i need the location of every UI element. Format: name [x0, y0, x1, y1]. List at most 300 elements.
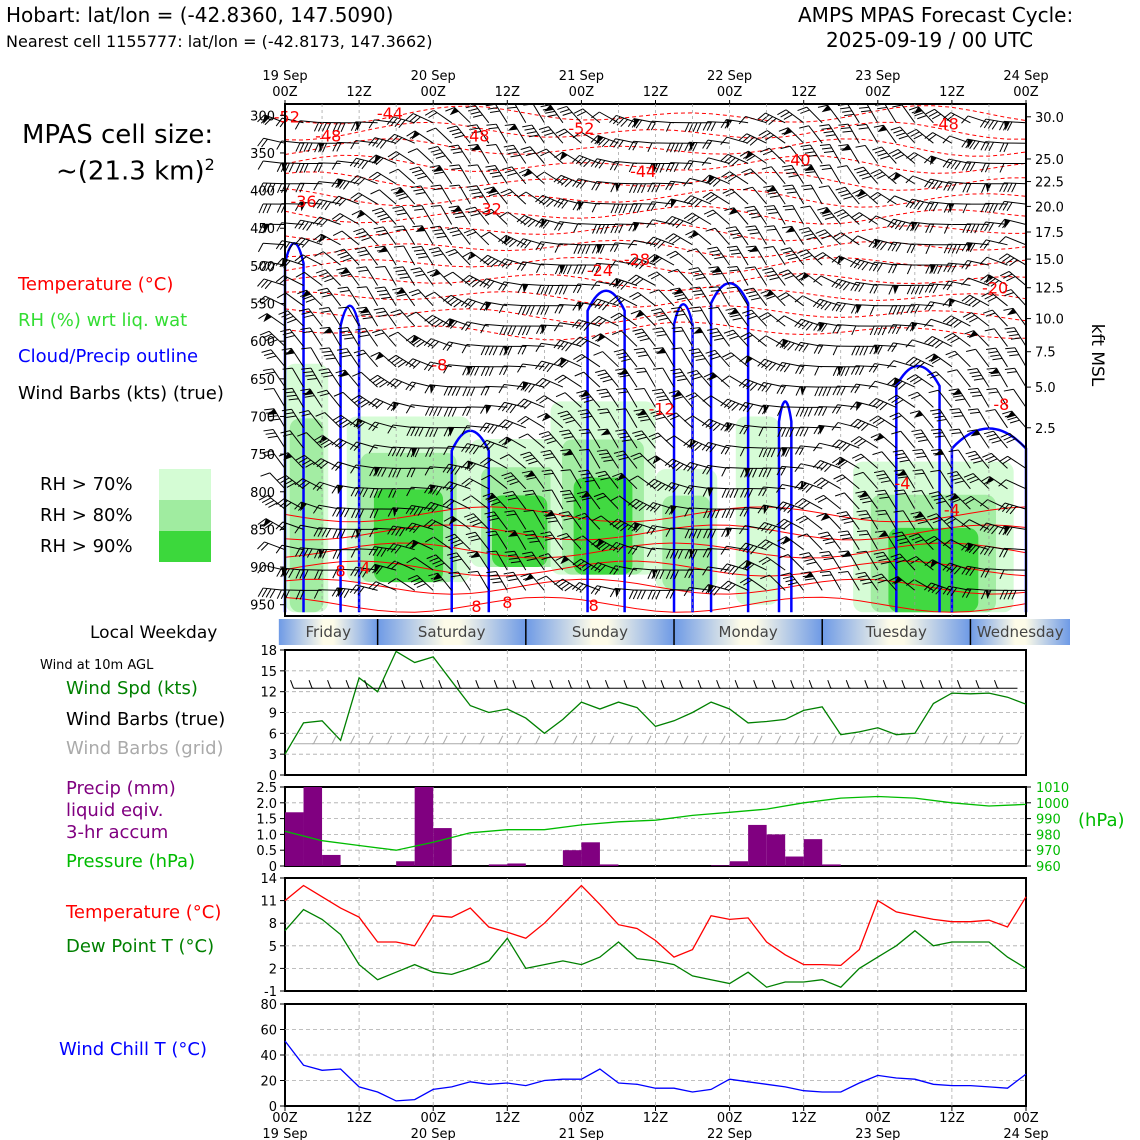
wind-barb-feather	[901, 306, 905, 315]
wind-barb	[387, 133, 414, 152]
wind-panel-tick-label: 15	[260, 664, 277, 680]
grid-wind-barb-feather	[332, 736, 336, 744]
rh-legend-90-label: RH > 90%	[40, 536, 133, 557]
wind-barb	[924, 155, 952, 172]
wind-barb-feather	[556, 126, 565, 135]
pressure-tick-label: 350	[250, 146, 275, 162]
wind-barb-pennant	[577, 302, 584, 312]
wind-barb-shaft	[737, 246, 748, 265]
wind-barb	[412, 243, 433, 270]
wind-barb-feather	[481, 346, 485, 355]
nearest-cell-text: Nearest cell 1155777: lat/lon = (-42.8173, 147.3662)	[6, 32, 433, 51]
wind-barb-feather	[575, 369, 584, 378]
wind-barb-feather	[933, 202, 938, 211]
wind-barb	[257, 278, 285, 294]
wind-barb	[721, 170, 748, 192]
wind-barb-shaft	[681, 348, 692, 367]
wind-barb-feather	[648, 590, 652, 599]
wind-barb-shaft	[1006, 237, 1026, 245]
wind-barb-feather	[481, 324, 486, 333]
wind-barb	[721, 136, 748, 152]
wind-barb-feather	[759, 128, 767, 138]
wind-barb-shaft	[403, 226, 414, 245]
wind-barb	[535, 194, 562, 213]
wind-barb-shaft	[793, 185, 804, 204]
wind-barb-feather	[536, 394, 544, 404]
wind-barb	[257, 541, 285, 559]
wind-barb	[375, 284, 396, 311]
wind-barb-shaft	[416, 312, 433, 326]
rh-legend-70-label: RH > 70%	[40, 474, 133, 495]
grid-wind-barb-feather	[499, 736, 503, 744]
wind-barb-shaft	[320, 217, 341, 225]
wind-barb-feather	[919, 285, 923, 294]
wind-barb-feather	[258, 588, 263, 597]
temperature-label: -52	[273, 107, 300, 127]
wind-barb-feather	[619, 204, 623, 213]
wind-barb	[352, 208, 378, 232]
wind-barb-feather	[925, 335, 933, 345]
wind-barb-feather	[545, 306, 549, 315]
wind-barb-feather	[480, 405, 485, 414]
wind-barb-pennant	[800, 387, 806, 396]
wind-barb	[279, 308, 304, 333]
wind-barb	[851, 434, 878, 455]
wind-barb-feather	[870, 414, 878, 424]
wind-barb	[851, 282, 878, 295]
wind-barb-feather	[851, 434, 859, 444]
wind-barb	[391, 307, 415, 332]
wind-barb-feather	[555, 373, 563, 383]
temperature-label: -40	[784, 150, 811, 170]
rh-shading	[736, 416, 779, 604]
wind-barb	[350, 584, 377, 599]
wind-barb	[906, 151, 933, 172]
wind-barb	[391, 184, 415, 210]
wind-barb-shaft	[662, 328, 674, 347]
time-tick-top-hour: 00Z	[420, 85, 446, 100]
wind-barb-feather	[985, 326, 995, 335]
surface-wind-barb-feather	[309, 680, 312, 688]
wind-barb-feather	[471, 387, 475, 396]
time-tick-top-hour: 00Z	[716, 85, 743, 100]
wind-barb	[1000, 183, 1026, 193]
wind-barb-shaft	[731, 353, 748, 367]
wind-barb-feather	[612, 328, 621, 337]
temperature-label: -36	[290, 191, 317, 211]
wind-barb-feather	[907, 372, 915, 382]
wind-barb	[799, 224, 822, 250]
surface-wind-barb-feather	[680, 680, 683, 688]
wind-barb-feather	[721, 374, 729, 384]
wind-barb	[449, 203, 471, 230]
wind-barb	[944, 331, 970, 354]
pressure-tick-label: 800	[250, 485, 275, 501]
wind-barb-feather	[723, 187, 732, 196]
wind-barb	[721, 119, 748, 132]
wind-barb-feather	[554, 322, 559, 332]
wind-barb	[468, 161, 489, 188]
wind-barb-shaft	[506, 235, 526, 244]
wind-barb-shaft	[748, 151, 766, 163]
wind-barb-shaft	[976, 349, 989, 367]
wind-barb-feather	[656, 590, 660, 599]
wind-barb	[907, 222, 934, 234]
wind-barb	[262, 347, 285, 373]
wind-barb-pennant	[614, 588, 621, 598]
wind-barb-shaft	[878, 192, 897, 204]
wind-barb	[355, 244, 378, 270]
wind-barb-pennant	[484, 405, 491, 415]
wind-barb	[814, 425, 841, 437]
wind-barb	[428, 143, 451, 169]
wind-barb	[461, 297, 489, 314]
wind-barb	[869, 262, 896, 274]
wind-barb-feather	[536, 264, 540, 273]
wind-barb-shaft	[402, 206, 415, 224]
wind-barb-feather	[582, 265, 586, 274]
wind-barb-shaft	[790, 248, 804, 265]
wind-barb	[369, 397, 396, 416]
wind-barb-feather	[650, 287, 659, 296]
wind-barb	[1001, 431, 1026, 455]
wind-barb-shaft	[694, 231, 711, 245]
wind-barb-shaft	[974, 331, 989, 347]
wind-barb-feather	[893, 264, 897, 273]
wind-barb-shaft	[301, 238, 322, 245]
wind-barb	[820, 161, 841, 188]
wind-barb-shaft	[899, 413, 915, 428]
wind-barb-shaft	[400, 310, 415, 326]
time-tick-top-hour: 00Z	[865, 85, 891, 100]
wind-barb-shaft	[413, 114, 433, 123]
wind-barb	[666, 163, 692, 173]
wind-barb-feather	[777, 290, 786, 300]
wind-barb	[739, 132, 766, 151]
wind-barb	[295, 219, 322, 233]
wind-barb-feather	[647, 201, 652, 210]
wind-barb-feather	[289, 163, 293, 172]
wind-barb-pennant	[985, 184, 991, 193]
wind-barb	[646, 236, 674, 254]
wind-barb-feather	[722, 489, 726, 498]
wind-barb-feather	[833, 367, 837, 376]
wind-barb	[777, 385, 804, 396]
wind-barb	[480, 254, 507, 274]
wind-barb-feather	[667, 249, 676, 259]
wind-barb	[907, 285, 933, 294]
wind-barb-feather	[660, 164, 664, 173]
wind-barb	[332, 212, 359, 233]
wind-barb-feather	[537, 306, 541, 315]
time-tick-top-hour: 00Z	[568, 85, 595, 100]
wind-barb-feather	[943, 314, 951, 324]
wind-barb-shaft	[1011, 290, 1026, 306]
wind-barb	[259, 311, 285, 333]
wind-barb	[535, 218, 562, 233]
wind-barb-feather	[706, 225, 715, 234]
wind-barb-feather	[944, 204, 948, 213]
wind-barb	[950, 405, 971, 432]
wind-barb-feather	[371, 187, 380, 196]
wind-barb	[869, 380, 896, 396]
time-tick-top-hour: 12Z	[346, 85, 372, 100]
wind-barb-feather	[573, 335, 580, 345]
wind-barb-feather	[860, 346, 864, 355]
wind-barb-feather	[889, 147, 898, 156]
wind-barb-shaft	[978, 409, 989, 428]
wind-barb	[665, 215, 692, 233]
wind-barb-feather	[629, 590, 633, 599]
wind-barb	[480, 422, 507, 436]
grid-wind-barb	[294, 736, 318, 744]
wind-barb-feather	[611, 311, 620, 321]
wind-barb-shaft	[1014, 389, 1026, 407]
wind-barb	[258, 588, 285, 600]
wind-barb	[931, 426, 952, 453]
temperature-label: -48	[315, 126, 342, 146]
wind-barb-feather	[722, 467, 726, 476]
wind-barb	[703, 140, 730, 153]
wind-barb	[781, 245, 804, 271]
time-tick-top-date: 19 Sep	[262, 69, 308, 84]
wind-barb-shaft	[459, 185, 470, 204]
wind-barb-feather	[448, 407, 452, 416]
wind-barb-pennant	[818, 425, 825, 435]
wind-barb	[801, 182, 822, 209]
wind-barb-feather	[981, 141, 986, 150]
wind-barb	[481, 386, 507, 396]
surface-wind-barb-feather	[643, 680, 646, 688]
wind-barb-shaft	[459, 165, 470, 184]
wind-barb	[387, 377, 414, 395]
wind-barb	[592, 244, 618, 253]
time-tick-top-hour: 12Z	[790, 85, 817, 100]
wind-barb-feather	[856, 142, 866, 150]
wind-barb	[591, 110, 618, 131]
wind-barb-feather	[804, 407, 808, 416]
wind-barb-feather	[782, 428, 786, 437]
wind-barb-feather	[804, 427, 808, 436]
wind-barb	[684, 211, 711, 232]
wind-barb-feather	[818, 407, 822, 416]
wind-barb-feather	[266, 588, 271, 597]
wind-barb	[702, 418, 729, 436]
time-tick-top-hour: 12Z	[494, 85, 521, 100]
wind-barb-feather	[261, 470, 270, 479]
wind-barb-feather	[666, 143, 670, 152]
wind-barb-feather	[333, 529, 337, 538]
wind-barb	[776, 501, 804, 518]
wind-barb-feather	[638, 184, 642, 193]
surface-wind-barb-feather	[568, 680, 571, 688]
wind-barb-feather	[685, 123, 689, 132]
wind-barb	[746, 243, 767, 270]
wind-barb-shaft	[400, 187, 414, 204]
wind-barb-feather	[952, 263, 957, 272]
wind-barb	[888, 170, 915, 191]
wind-barb-shaft	[605, 370, 619, 387]
kft-tick-label: 2.5	[1035, 421, 1056, 437]
wind-barb	[762, 164, 785, 190]
temperature-label: 8	[588, 596, 599, 616]
wind-barb	[371, 350, 397, 374]
wind-barb-feather	[556, 390, 565, 399]
wind-barb	[572, 319, 599, 335]
wind-barb	[869, 238, 896, 253]
wind-barb-shaft	[438, 248, 451, 266]
wind-barb-feather	[952, 182, 957, 191]
wind-barb	[536, 241, 563, 254]
grid-wind-barb-feather	[536, 736, 540, 744]
wind-barb	[320, 324, 341, 351]
wind-barb-shaft	[526, 416, 545, 427]
wind-barb-feather	[670, 163, 674, 172]
wind-barb-shaft	[327, 390, 341, 407]
wind-barb-feather	[872, 449, 881, 458]
wind-barb-feather	[277, 222, 282, 231]
pressure-tick-label: 500	[250, 259, 275, 275]
surface-wind-barb-feather	[439, 680, 442, 688]
wind-barb-feather	[573, 352, 581, 362]
wind-barb	[369, 153, 396, 171]
wind-barb	[1005, 365, 1026, 392]
wind-barb-feather	[943, 135, 950, 145]
wind-barb-feather	[456, 387, 460, 396]
wind-barb	[943, 135, 971, 152]
wind-barb	[962, 260, 989, 274]
wind-barb-feather	[850, 401, 856, 411]
cell-size-value: ~(21.3 km)$^2$	[56, 155, 215, 187]
wind-barb-shaft	[830, 144, 841, 163]
wind-barb	[595, 367, 618, 393]
wind-barb-feather	[594, 349, 603, 358]
wind-barb-feather	[869, 190, 877, 200]
wind-barb	[591, 134, 619, 152]
wind-barb-shaft	[303, 255, 322, 265]
wind-barb-feather	[630, 184, 634, 193]
wind-barb-feather	[545, 285, 549, 294]
wind-barb-shaft	[544, 172, 563, 184]
wind-barb	[851, 384, 878, 396]
wind-barb	[648, 183, 674, 193]
wind-barb-shaft	[803, 499, 822, 510]
wind-barb	[1000, 163, 1026, 172]
wind-barb-shaft	[715, 228, 729, 245]
wind-barb	[517, 214, 544, 233]
wind-barb-shaft	[644, 348, 656, 367]
wind-barb-feather	[485, 367, 489, 376]
wind-barb-shaft	[692, 213, 711, 224]
wind-barb-shaft	[455, 249, 470, 265]
wind-barb	[832, 422, 859, 437]
wind-barb	[999, 201, 1026, 213]
wind-barb	[832, 404, 859, 416]
wind-barb	[444, 364, 471, 375]
wind-barb	[814, 476, 841, 497]
wind-barb-feather	[270, 589, 275, 598]
wind-barb-feather	[823, 387, 827, 396]
wind-barb-feather	[296, 164, 300, 173]
wind-barb-feather	[526, 306, 530, 315]
wind-barb	[926, 265, 952, 274]
wind-barb	[264, 385, 285, 412]
wind-barb	[1005, 324, 1026, 351]
wind-barb-feather	[993, 204, 997, 213]
wind-barb-shaft	[902, 105, 915, 123]
wind-barb-feather	[1004, 143, 1008, 152]
wind-barb	[1003, 305, 1026, 331]
wind-barb-shaft	[659, 290, 674, 306]
wind-barb	[890, 410, 915, 434]
wind-barb	[782, 223, 804, 250]
wind-barb-shaft	[840, 457, 859, 468]
wind-barb-feather	[896, 325, 901, 334]
wind-barb-shaft	[711, 192, 730, 204]
wind-barb-shaft	[829, 551, 841, 570]
wind-barb-feather	[574, 245, 578, 254]
time-tick-top-hour: 00Z	[1013, 85, 1039, 100]
wind-barb-shaft	[867, 104, 878, 123]
wind-barb-feather	[517, 363, 522, 372]
surface-wind-barb-feather	[420, 680, 423, 688]
rh-legend-80-label: RH > 80%	[40, 505, 133, 526]
temperature-label: -28	[623, 249, 651, 269]
wind-barb-pennant	[784, 226, 795, 236]
wind-barb	[869, 397, 896, 416]
wind-barb-shaft	[438, 146, 452, 163]
wind-barb	[591, 315, 618, 335]
wind-barb	[777, 314, 804, 334]
wind-barb-feather	[882, 326, 886, 335]
wind-barb-feather	[814, 344, 819, 353]
surface-wind-barb-feather	[494, 680, 497, 688]
wind-panel-tick-label: 9	[268, 706, 277, 722]
wind-barb	[369, 373, 396, 395]
wind-barb-shaft	[680, 369, 692, 387]
legend-wind-barbs: Wind Barbs (kts) (true)	[18, 383, 224, 404]
wind-barb	[832, 278, 859, 294]
wind-barb-shaft	[848, 145, 859, 164]
wind-barb	[925, 301, 952, 315]
wind-barb	[670, 285, 693, 311]
wind-barb-shaft	[921, 430, 933, 448]
wind-barb	[628, 273, 655, 293]
grid-wind-barb-feather	[369, 736, 373, 744]
wind-barb-feather	[407, 310, 416, 319]
cell-size-label: MPAS cell size:	[22, 120, 214, 150]
rh-shading	[290, 418, 324, 612]
wind-barb-feather	[276, 274, 284, 284]
wind-barb	[449, 161, 470, 188]
wind-barb-pennant	[725, 119, 732, 129]
grid-wind-barb-feather	[628, 736, 632, 744]
weekday-axis-label: Local Weekday	[90, 623, 218, 643]
wind-barb-feather	[518, 326, 522, 335]
wind-panel-tick-label: 6	[268, 727, 277, 743]
wind-barb	[412, 222, 433, 249]
wind-barb	[499, 281, 526, 294]
wind-barb-shaft	[807, 107, 822, 123]
wind-barb-feather	[656, 183, 660, 192]
wind-barb-feather	[444, 407, 448, 416]
wind-barb	[985, 326, 1008, 352]
kft-tick-label: 25.0	[1035, 152, 1064, 168]
time-tick-top-hour: 12Z	[939, 85, 965, 100]
temperature-label: -12	[648, 399, 675, 419]
grid-wind-barb-feather	[647, 736, 651, 744]
wind-barb-shaft	[674, 234, 693, 245]
